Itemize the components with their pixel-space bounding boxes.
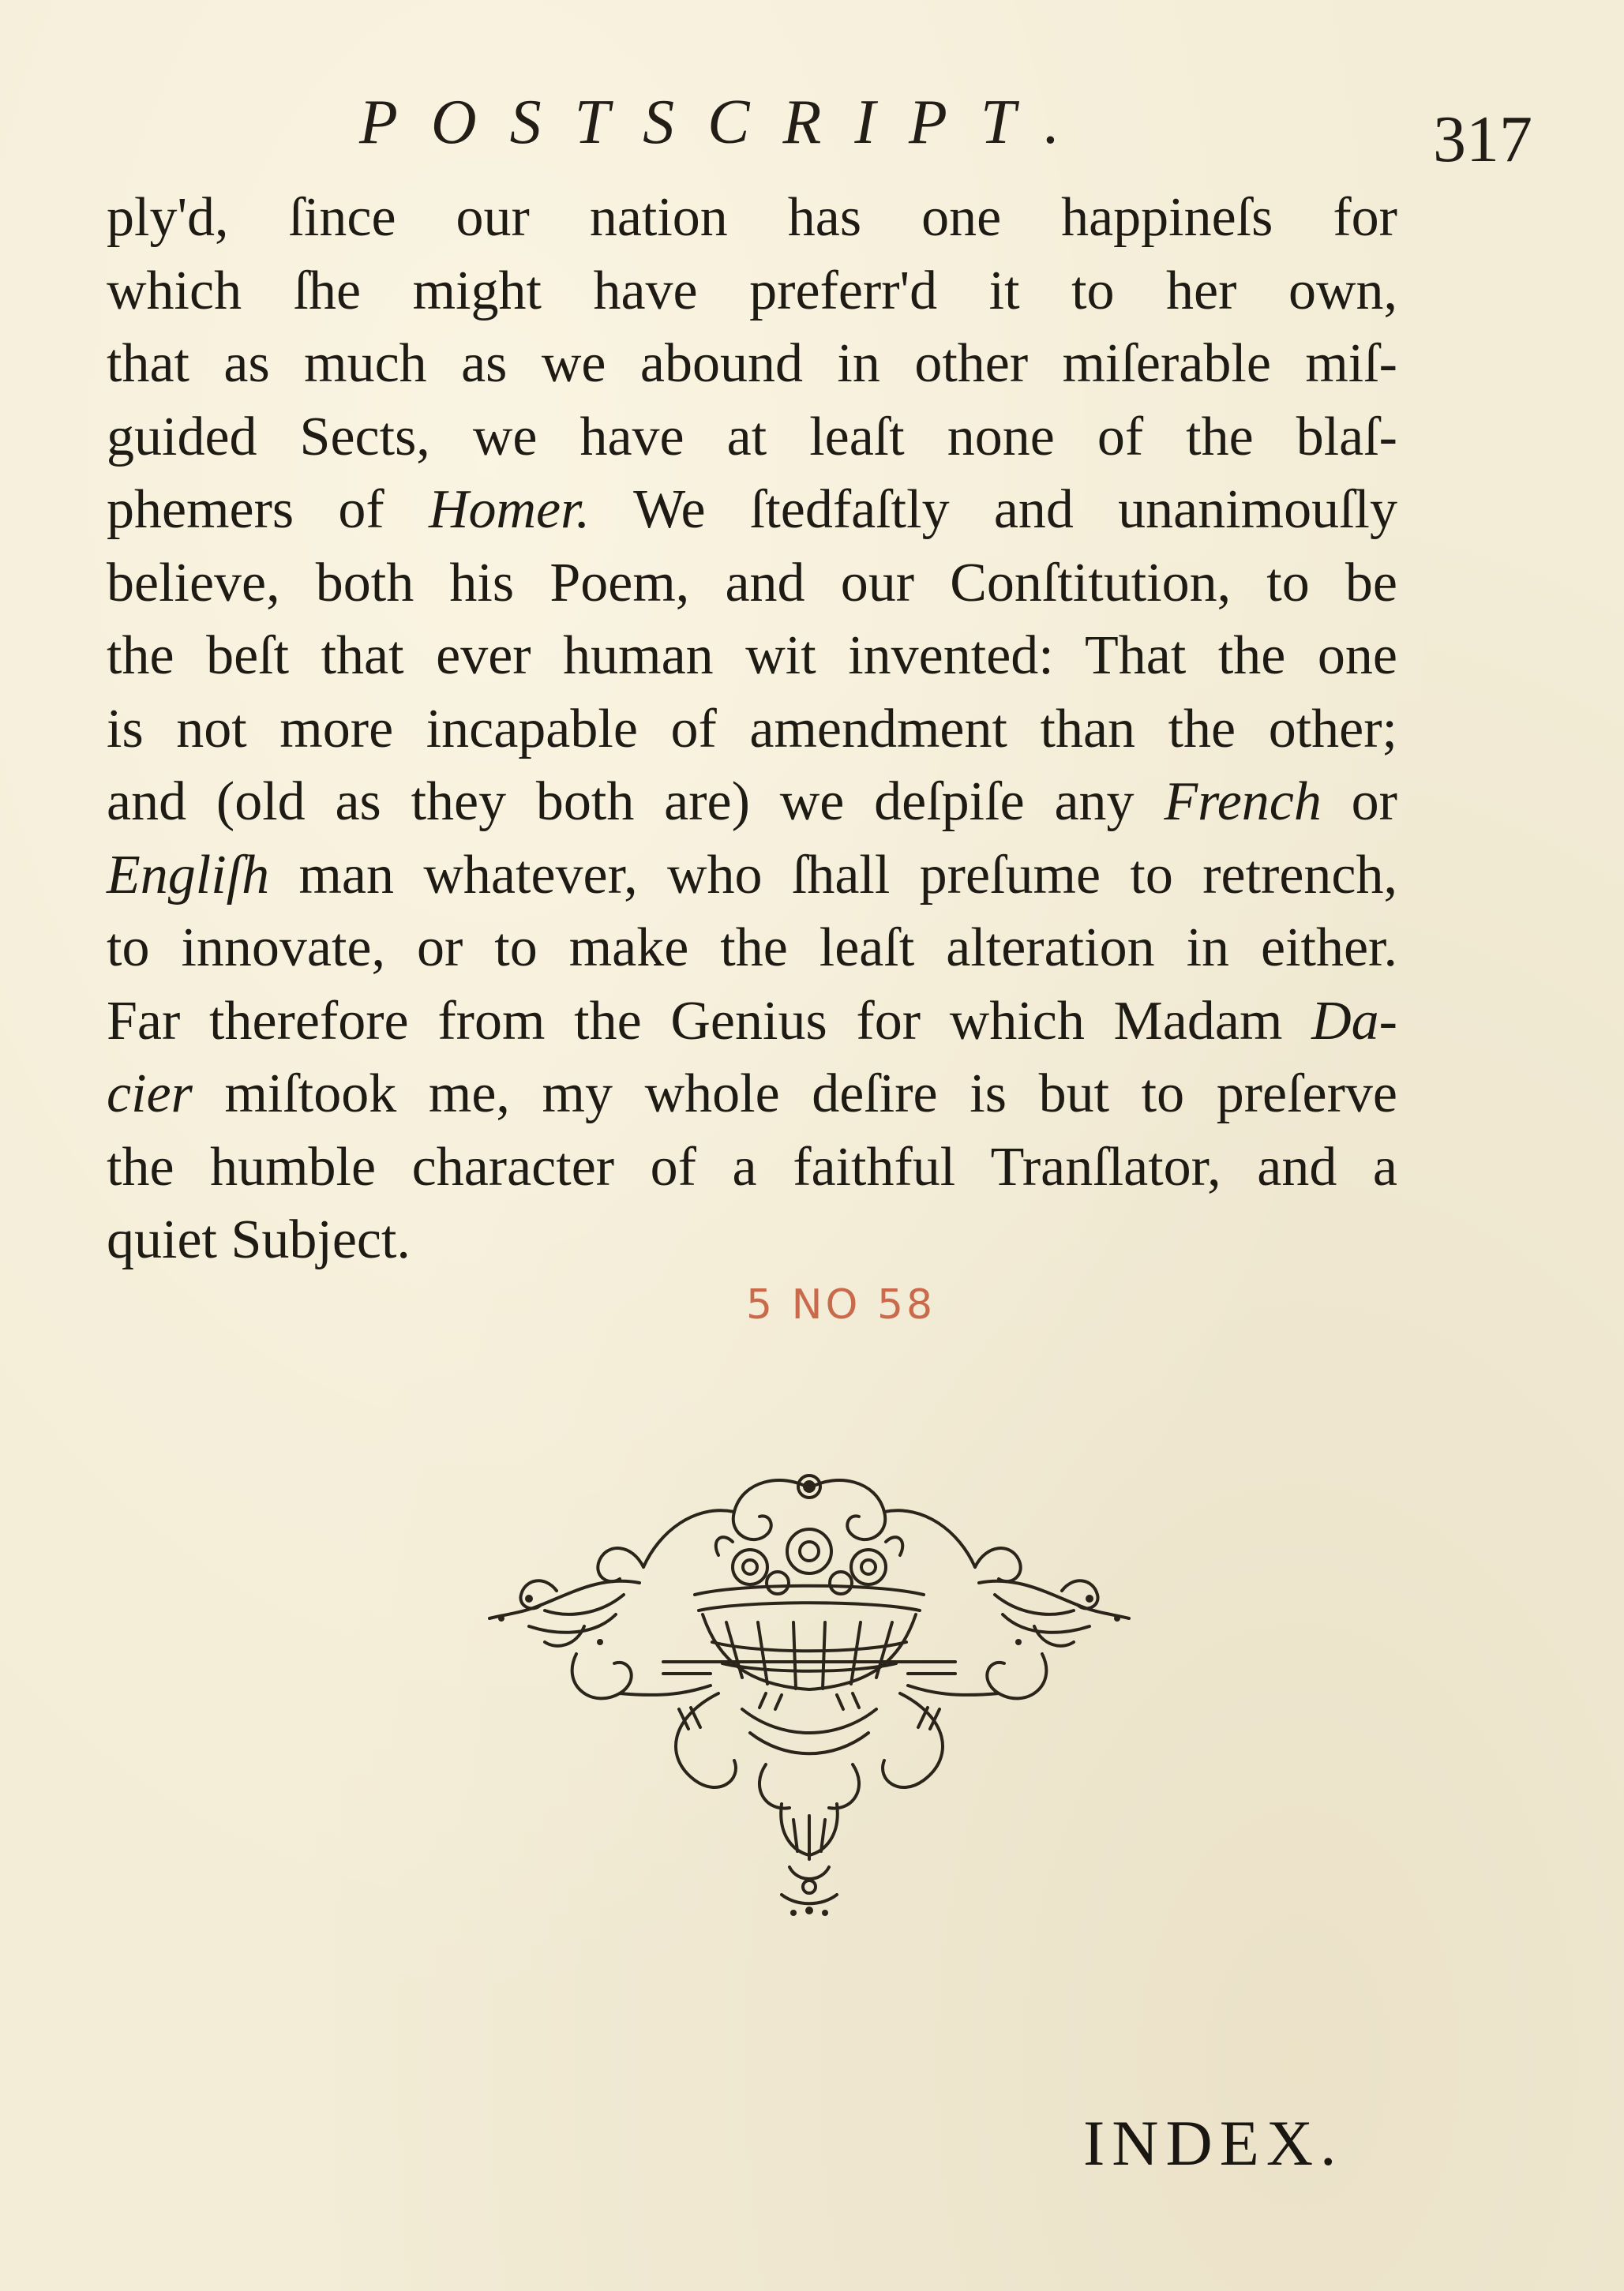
- text-line: believe, both his Poem, and our Conſtitution, to be: [107, 552, 1397, 613]
- body-text: [107, 182, 1397, 1277]
- italic-name: French: [1164, 771, 1322, 832]
- text-line: cier miſtook me, my whole deſire is but to preſerve: [107, 1063, 1397, 1124]
- text-line: ply'd, ſince our nation has one happineſs for: [107, 187, 1397, 248]
- floral-basket-ornament-icon: [482, 1457, 1137, 1922]
- text-line: to innovate, or to make the leaſt alteration in either.: [107, 917, 1397, 978]
- text-line: Far therefore from the Genius for which Madam Da-: [107, 990, 1397, 1052]
- text-line: is not more incapable of amendment than the other;: [107, 698, 1397, 759]
- italic-name: Engliſh: [107, 844, 270, 906]
- text-line: Engliſh man whatever, who ſhall preſume to retrench,: [107, 844, 1397, 906]
- catchword: INDEX.: [1083, 2107, 1344, 2179]
- text-line: the humble character of a faithful Tranſlator, and a: [107, 1136, 1397, 1198]
- italic-name: Homer.: [428, 479, 591, 540]
- italic-name: cier: [107, 1063, 193, 1124]
- text-line: and (old as they both are) we deſpiſe any French or: [107, 771, 1397, 832]
- text-line: that as much as we abound in other miſerable miſ-: [107, 333, 1397, 394]
- text-line: quiet Subject.: [107, 1209, 411, 1270]
- text-line: guided Sects, we have at leaſt none of the blaſ-: [107, 406, 1397, 467]
- text-line: phemers of Homer. We ſtedfaſtly and unanimouſly: [107, 479, 1397, 540]
- page-number: 317: [1433, 103, 1532, 176]
- running-head: POSTSCRIPT.: [359, 88, 1093, 157]
- text-line: which ſhe might have preferr'd it to her own,: [107, 260, 1397, 321]
- italic-name: Da-: [1311, 990, 1397, 1052]
- text-line: the beſt that ever human wit invented: That the one: [107, 625, 1397, 686]
- library-stamp: 5 NO 58: [746, 1281, 936, 1329]
